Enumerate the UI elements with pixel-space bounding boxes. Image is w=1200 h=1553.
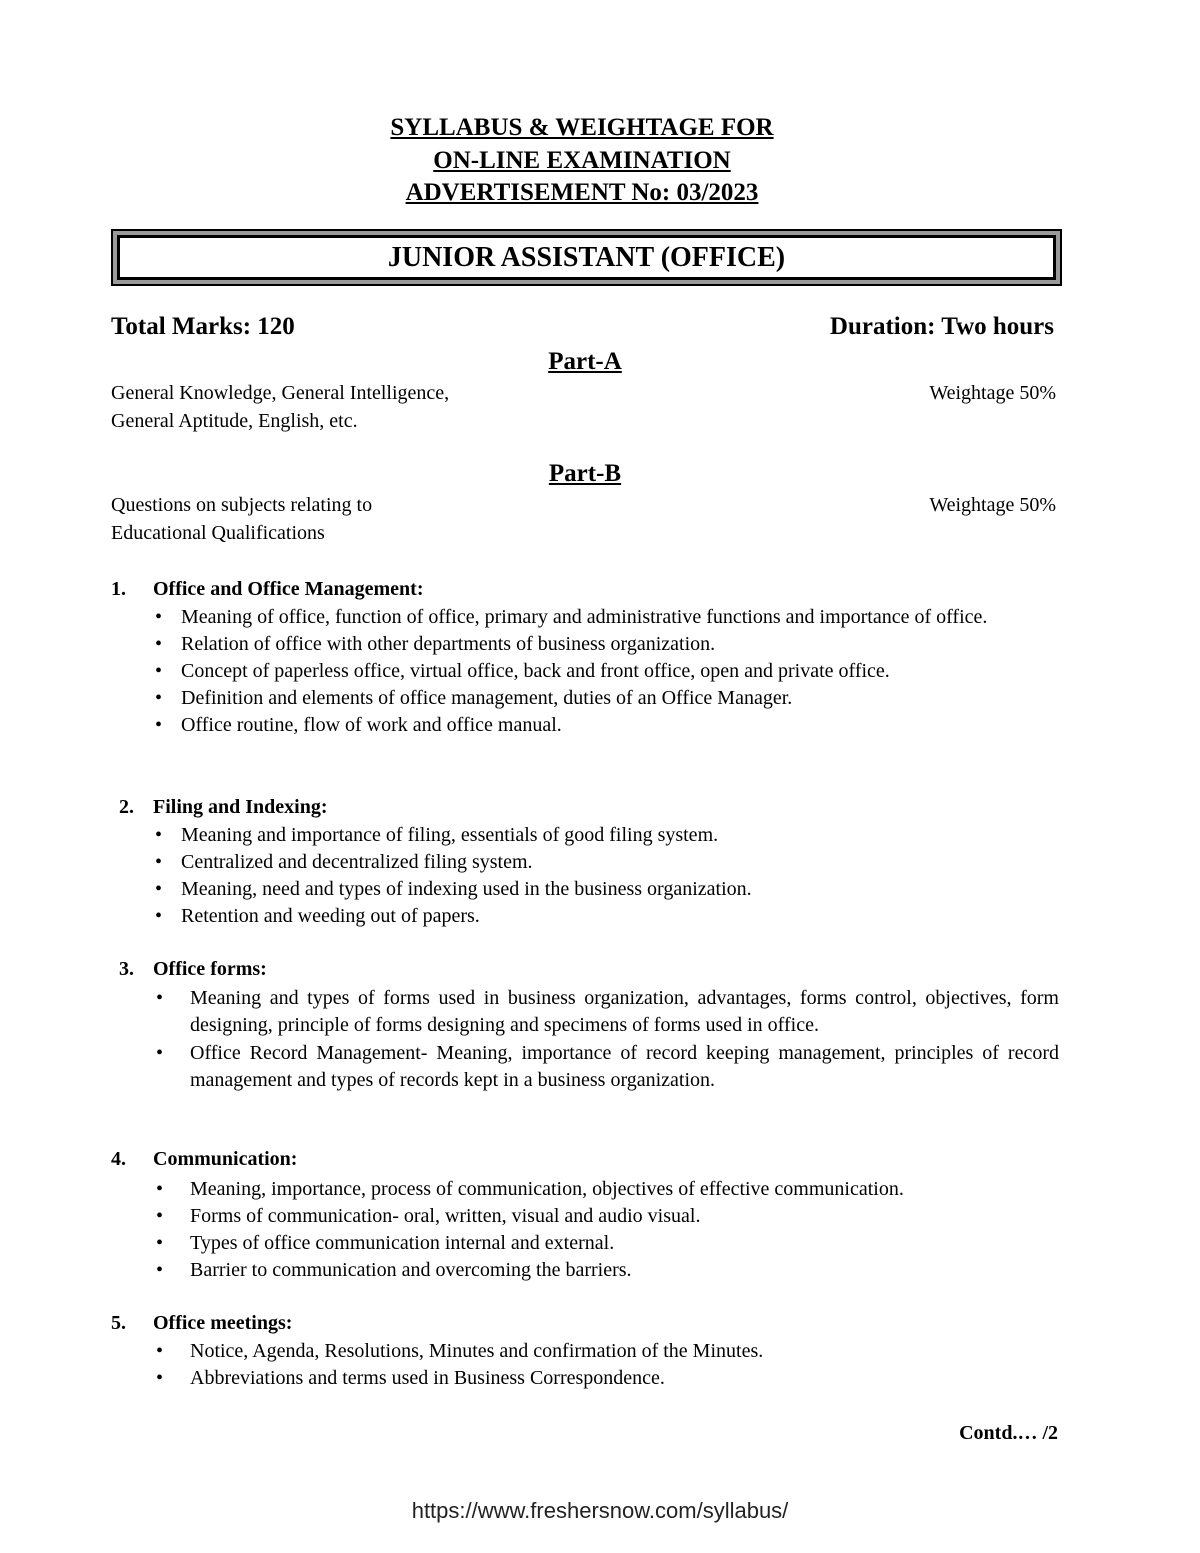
bullet-icon: •: [156, 987, 164, 1009]
list-item: • Notice, Agenda, Resolutions, Minutes and confirmation of the Minutes.: [190, 1338, 1059, 1365]
section-5-title: Office meetings:: [153, 1312, 293, 1334]
bullet-icon: •: [155, 714, 163, 736]
list-item: • Types of office communication internal and external.: [190, 1230, 1059, 1257]
footer-url[interactable]: https://www.freshersnow.com/syllabus/: [411, 1498, 789, 1523]
header-line-1: SYLLABUS & WEIGHTAGE FOR: [390, 114, 774, 141]
list-item: • Meaning, importance, process of communication, objectives of effective communication.: [190, 1176, 1059, 1203]
continued-note: Contd.… /2: [959, 1422, 1058, 1444]
list-item: • Concept of paperless office, virtual office, back and front office, open and private office.: [181, 658, 1061, 685]
part-b-line-1: Questions on subjects relating to: [111, 494, 373, 516]
section-1-list: [155, 604, 1061, 739]
list-item: • Definition and elements of office management, duties of an Office Manager.: [181, 685, 1061, 712]
bullet-icon: •: [156, 1232, 164, 1254]
bullet-icon: •: [156, 1340, 164, 1362]
bullet-icon: •: [155, 606, 163, 628]
bullet-icon: •: [155, 851, 163, 873]
bullet-icon: •: [155, 660, 163, 682]
section-3-title: Office forms:: [153, 958, 267, 980]
list-item: • Relation of office with other departments of business organization.: [181, 631, 1061, 658]
section-3-list: [156, 985, 1059, 1094]
part-a-line-2: General Aptitude, English, etc.: [111, 410, 358, 432]
bullet-icon: •: [156, 1042, 164, 1064]
section-5-list: [156, 1338, 1059, 1392]
part-a-line-1: General Knowledge, General Intelligence,: [111, 382, 450, 404]
section-1-title: Office and Office Management:: [153, 578, 424, 600]
list-item: • Meaning and importance of filing, essentials of good filing system.: [181, 822, 1061, 849]
post-title-box: [111, 229, 1062, 286]
list-item: • Abbreviations and terms used in Business Correspondence.: [190, 1365, 1059, 1392]
part-b-label: Part-B: [548, 460, 622, 487]
list-item: • Barrier to communication and overcoming the barriers.: [190, 1257, 1059, 1284]
section-2-number: 2.: [119, 796, 134, 818]
list-item: • Office routine, flow of work and office manual.: [181, 712, 1061, 739]
list-item: • Forms of communication- oral, written, visual and audio visual.: [190, 1203, 1059, 1230]
list-item: • Meaning and types of forms used in business organization, advantages, forms control, objectives, form designing, principle of forms designing and specimens of forms used in office.: [156, 987, 1059, 1036]
total-marks: Total Marks: 120: [111, 313, 295, 340]
bullet-icon: •: [155, 878, 163, 900]
section-3-number: 3.: [119, 958, 134, 980]
duration: Duration: Two hours: [829, 313, 1054, 340]
part-b-line-2: Educational Qualifications: [111, 522, 325, 544]
header-line-3: ADVERTISEMENT No: 03/2023: [405, 179, 759, 206]
bullet-icon: •: [155, 824, 163, 846]
section-2-title: Filing and Indexing:: [153, 796, 328, 818]
section-4-number: 4.: [111, 1148, 126, 1170]
bullet-icon: •: [155, 687, 163, 709]
section-1-number: 1.: [111, 578, 126, 600]
part-a-weightage: Weightage 50%: [929, 382, 1056, 404]
bullet-icon: •: [156, 1205, 164, 1227]
list-item: • Centralized and decentralized filing system.: [181, 849, 1061, 876]
bullet-icon: •: [156, 1259, 164, 1281]
part-a-label: Part-A: [548, 348, 622, 375]
list-item: • Meaning of office, function of office, primary and administrative functions and importance of office.: [181, 604, 1061, 631]
list-item: • Retention and weeding out of papers.: [181, 903, 1061, 930]
bullet-icon: •: [156, 1178, 164, 1200]
bullet-icon: •: [155, 633, 163, 655]
list-item: • Office Record Management- Meaning, importance of record keeping management, principles of record management and types of records kept in a business organization.: [156, 1042, 1059, 1091]
header-line-2: ON-LINE EXAMINATION: [433, 147, 731, 174]
section-2-list: [155, 822, 1061, 930]
list-item: • Meaning, need and types of indexing used in the business organization.: [181, 876, 1061, 903]
section-4-title: Communication:: [153, 1148, 298, 1170]
section-4-list: [156, 1176, 1059, 1284]
bullet-icon: •: [156, 1367, 164, 1389]
bullet-icon: •: [155, 905, 163, 927]
part-b-weightage: Weightage 50%: [929, 494, 1056, 516]
post-title: JUNIOR ASSISTANT (OFFICE): [117, 235, 1056, 280]
section-5-number: 5.: [111, 1312, 126, 1334]
